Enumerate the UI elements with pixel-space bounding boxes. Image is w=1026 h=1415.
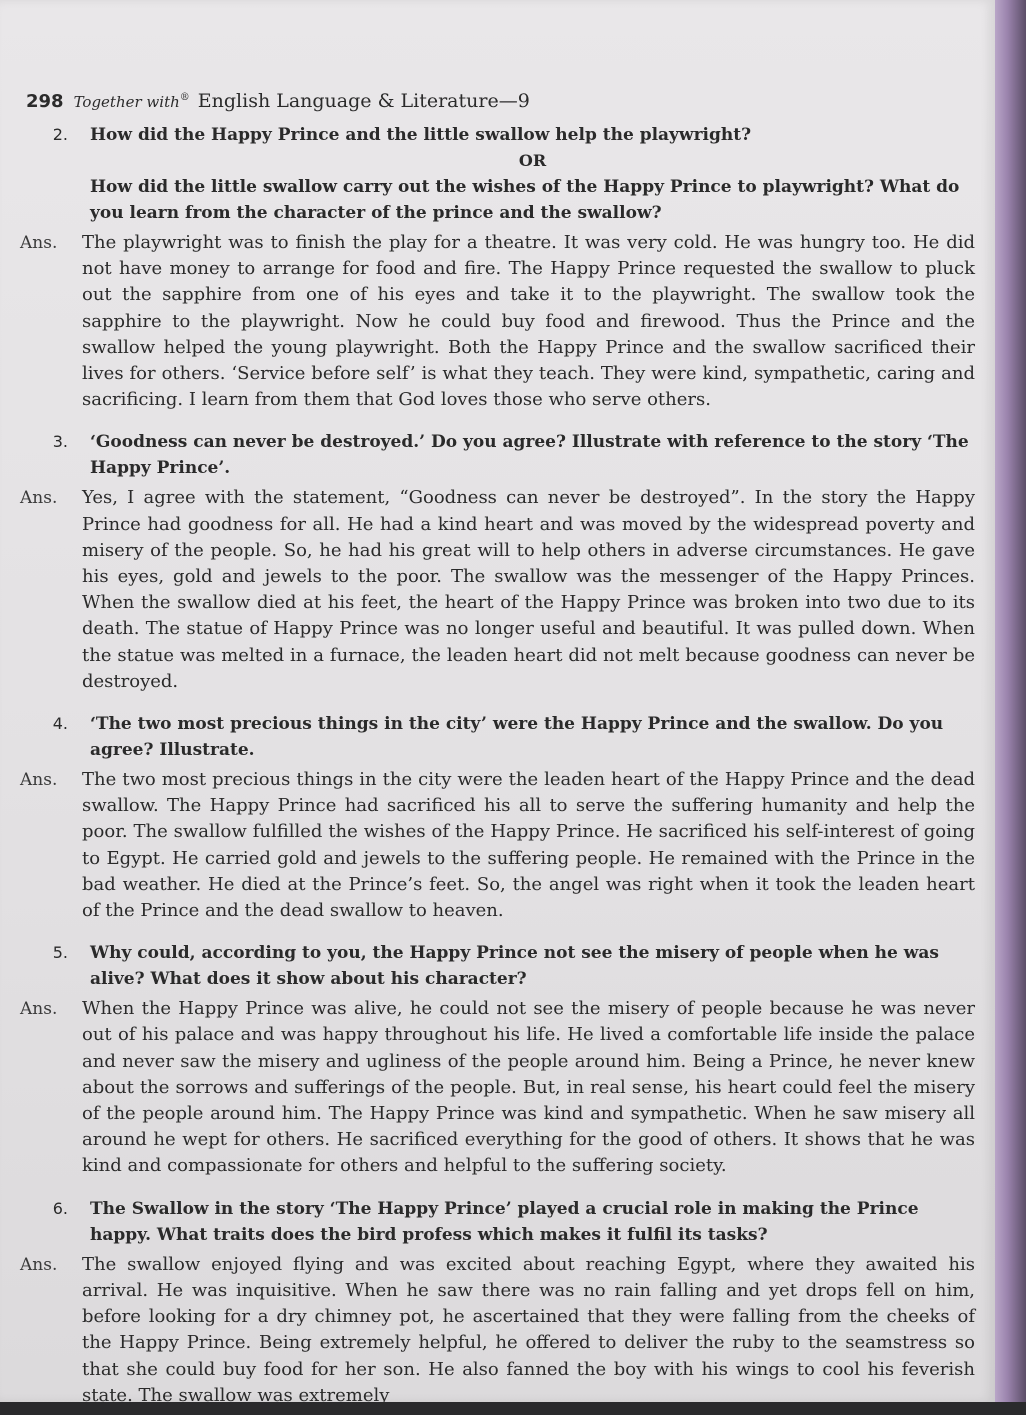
or-divider: OR	[518, 151, 547, 170]
answer	[20, 767, 975, 924]
question-text: Why could, according to you, the Happy Prince not see the misery of people when he was alive? What does it show about his character?	[90, 943, 939, 990]
page-header	[26, 90, 530, 112]
page-content	[20, 122, 975, 1415]
answer-label: Ans.	[20, 999, 58, 1020]
question	[20, 122, 975, 148]
question-text: ‘Goodness can never be destroyed.’ Do you agree? Illustrate with reference to the story ‘The Happy Prince’.	[90, 432, 969, 479]
question-number: 6.	[52, 1198, 68, 1218]
question-number: 5.	[52, 943, 68, 963]
answer-text: Yes, I agree with the statement, “Goodness can never be destroyed”. In the story the Happy Prince had goodness for all. He had a kind heart and was moved by the widespread poverty and misery of the people. So, he had his great will to help others in adverse circumstances. He gave his eyes, gold and jewels to the poor. The swallow was the messenger of the Happy Princes. When the swallow died at his feet, the heart of the Happy Prince was broken into two due to its death. The statue of Happy Prince was no longer useful and beautiful. It was pulled down. When the statue was melted in a furnace, the leaden heart did not melt because goodness can never be destroyed.	[82, 487, 975, 692]
question	[20, 711, 975, 763]
book-title: English Language & Literature—9	[197, 90, 530, 112]
page-number: 298	[26, 91, 64, 112]
answer-text: The two most precious things in the city were the leaden heart of the Happy Prince and the dead swallow. The Happy Prince had sacrificed his all to serve the suffering humanity and help the poor. The swallow fulfilled the wishes of the Happy Prince. He sacrificed his self-interest of going to Egypt. He carried gold and jewels to the suffering people. He remained with the Prince in the bad weather. He died at the Prince’s feet. So, the angel was right when it took the leaden heart of the Prince and the dead swallow to heaven.	[82, 769, 975, 922]
question	[20, 429, 975, 481]
answer	[20, 230, 975, 413]
answer	[20, 485, 975, 695]
alt-question-text: How did the little swallow carry out the wishes of the Happy Prince to playwright? What do you learn from the character of the prince and the swallow?	[90, 177, 960, 223]
question-block	[20, 1196, 975, 1409]
question-number: 2.	[52, 125, 68, 144]
book-edge	[995, 0, 1026, 1402]
registered-mark: ®	[179, 91, 190, 103]
answer-text: The swallow enjoyed flying and was excited about reaching Egypt, where they awaited his arrival. He was inquisitive. When he saw there was no rain falling and yet drops fell on him, before looking for a dry chimney pot, he ascertained that they were falling from the cheeks of the Happy Prince. Being extremely helpful, he offered to deliver the ruby to the seamstress so that she could buy food for her son. He also fanned the boy with his wings to cool his feverish state. The swallow was extremely	[82, 1253, 975, 1406]
question-block	[20, 711, 975, 924]
question-number: 3.	[52, 432, 68, 452]
answer-label: Ans.	[20, 1254, 58, 1275]
question-text: The Swallow in the story ‘The Happy Prince’ played a crucial role in making the Prince happy. What traits does the bird profess which makes it fulfil its tasks?	[90, 1198, 919, 1245]
answer-text: The playwright was to finish the play for a theatre. It was very cold. He was hungry too. He did not have money to arrange for food and fire. The Happy Prince requested the swallow to pluck out the sapphire from one of his eyes and take it to the playwright. The swallow took the sapphire to the playwright. Now he could buy food and firewood. Thus the Prince and the swallow helped the young playwright. Both the Happy Prince and the swallow sacrificed their lives for others. ‘Service before self’ is what they teach. They were kind, sympathetic, caring and sacrificing. I learn from them that God loves those who serve others.	[82, 232, 975, 411]
answer-label: Ans.	[20, 488, 58, 509]
answer	[20, 996, 975, 1179]
answer-label: Ans.	[20, 233, 58, 253]
question-text: ‘The two most precious things in the city’ were the Happy Prince and the swallow. Do you agree? Illustrate.	[90, 714, 944, 761]
question-number: 4.	[52, 714, 68, 734]
brand-name: Together with	[73, 93, 180, 111]
question	[20, 940, 975, 992]
question-block	[20, 122, 975, 413]
question-block	[20, 940, 975, 1179]
question-text: How did the Happy Prince and the little swallow help the playwright?	[90, 125, 752, 145]
answer	[20, 1252, 975, 1409]
question-block	[20, 429, 975, 695]
answer-label: Ans.	[20, 770, 58, 791]
answer-text: When the Happy Prince was alive, he could not see the misery of people because he was never out of his palace and was happy throughout his life. He lived a comfortable life inside the palace and never saw the misery and ugliness of the people around him. Being a Prince, he never knew about the sorrows and sufferings of the people. But, in real sense, his heart could feel the misery of the people around him. The Happy Prince was kind and sympathetic. When he saw misery all around he wept for others. He sacrificed everything for the good of others. It shows that he was kind and compassionate for others and helpful to the suffering society.	[82, 998, 975, 1177]
question	[20, 1196, 975, 1248]
